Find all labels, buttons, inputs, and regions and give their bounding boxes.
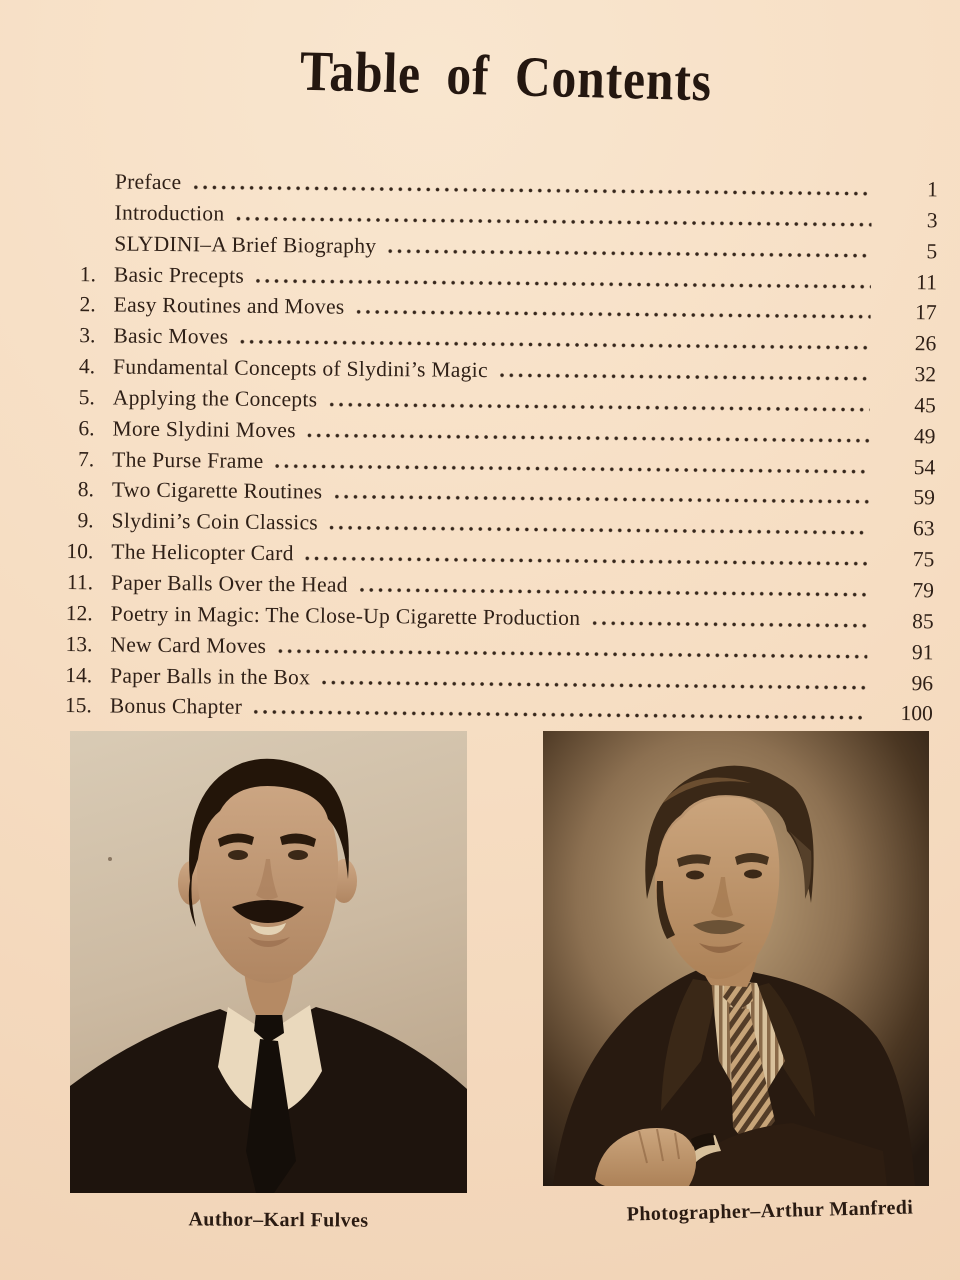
chapter-number: 8. — [77, 477, 95, 502]
page-number: 3 — [926, 208, 938, 233]
chapter-number: 9. — [77, 508, 94, 533]
page-number: 96 — [911, 670, 934, 695]
chapter-title: Poetry in Magic: The Close-Up Cigarette Production — [110, 601, 581, 630]
chapter-number: 3. — [79, 323, 96, 348]
chapter-number: 6. — [78, 415, 95, 441]
chapter-title: Paper Balls in the Box — [110, 662, 311, 689]
chapter-title: Fundamental Concepts of Slydini’s Magic — [112, 354, 488, 383]
chapter-title: Applying the Concepts — [112, 385, 318, 412]
chapter-title: Basic Moves — [113, 323, 229, 349]
author-portrait-illustration — [70, 731, 467, 1193]
chapter-number: 10. — [66, 539, 94, 564]
chapter-title: Slydini’s Coin Classics — [111, 508, 319, 535]
chapter-title: SLYDINI–A Brief Biography — [114, 231, 377, 258]
dot-leader — [240, 340, 870, 350]
chapter-title: Paper Balls Over the Head — [110, 570, 348, 597]
page-number: 26 — [914, 331, 937, 356]
chapter-number: 13. — [65, 631, 93, 656]
chapter-title: More Slydini Moves — [112, 416, 296, 442]
chapter-title: Easy Routines and Moves — [113, 292, 345, 320]
page-title: Table of Contents — [299, 39, 713, 114]
author-photo — [70, 731, 467, 1193]
photographer-photo — [543, 731, 929, 1186]
author-photo-caption: Author–Karl Fulves — [188, 1208, 369, 1232]
chapter-number: 14. — [65, 662, 93, 687]
dot-leader — [500, 373, 870, 381]
toc-list — [59, 169, 938, 733]
chapter-title: The Helicopter Card — [111, 539, 294, 566]
page-number: 11 — [916, 269, 938, 294]
dot-leader — [388, 249, 871, 258]
chapter-title: Introduction — [114, 200, 225, 226]
dot-leader — [334, 495, 868, 504]
dot-leader — [276, 464, 870, 474]
page-number: 54 — [913, 454, 936, 479]
page-number: 63 — [912, 516, 935, 541]
chapter-number: 15. — [64, 693, 92, 718]
chapter-number: 2. — [79, 292, 96, 317]
chapter-number: 5. — [78, 385, 95, 410]
dot-leader — [356, 310, 870, 319]
chapter-number: 4. — [78, 354, 96, 379]
page-number: 91 — [911, 639, 934, 665]
chapter-number: 7. — [77, 446, 95, 471]
photographer-photo-caption: Photographer–Arthur Manfredi — [626, 1196, 914, 1226]
dot-leader — [256, 278, 871, 288]
dot-leader — [329, 402, 869, 411]
dot-leader — [330, 526, 869, 535]
chapter-number: 1. — [79, 261, 97, 286]
page-number: 5 — [926, 238, 938, 264]
page-number: 45 — [914, 393, 936, 418]
chapter-number: 12. — [65, 600, 93, 626]
dot-leader — [278, 649, 867, 659]
page-number: 100 — [900, 701, 933, 726]
chapter-title: Bonus Chapter — [109, 693, 243, 720]
chapter-title: New Card Moves — [110, 632, 267, 658]
page-number: 17 — [915, 300, 937, 325]
page-number: 75 — [912, 547, 935, 572]
dot-leader — [306, 556, 869, 565]
chapter-title: The Purse Frame — [112, 447, 264, 473]
dot-leader — [193, 185, 871, 196]
page-number: 59 — [913, 485, 935, 510]
photographer-portrait-illustration — [543, 731, 929, 1186]
dot-leader — [322, 680, 867, 689]
page-number: 79 — [912, 578, 935, 603]
chapter-number: 11. — [66, 570, 94, 595]
dot-leader — [236, 217, 871, 227]
chapter-title: Basic Precepts — [113, 262, 245, 288]
page-number: 49 — [913, 423, 936, 449]
dot-leader — [254, 710, 867, 720]
dot-leader — [360, 588, 868, 597]
chapter-title: Preface — [114, 169, 182, 195]
page-number: 1 — [926, 177, 938, 202]
dot-leader — [308, 433, 870, 442]
page-number: 32 — [914, 362, 937, 387]
page-number: 85 — [912, 608, 934, 634]
dot-leader — [592, 621, 867, 628]
chapter-title: Two Cigarette Routines — [111, 477, 323, 504]
